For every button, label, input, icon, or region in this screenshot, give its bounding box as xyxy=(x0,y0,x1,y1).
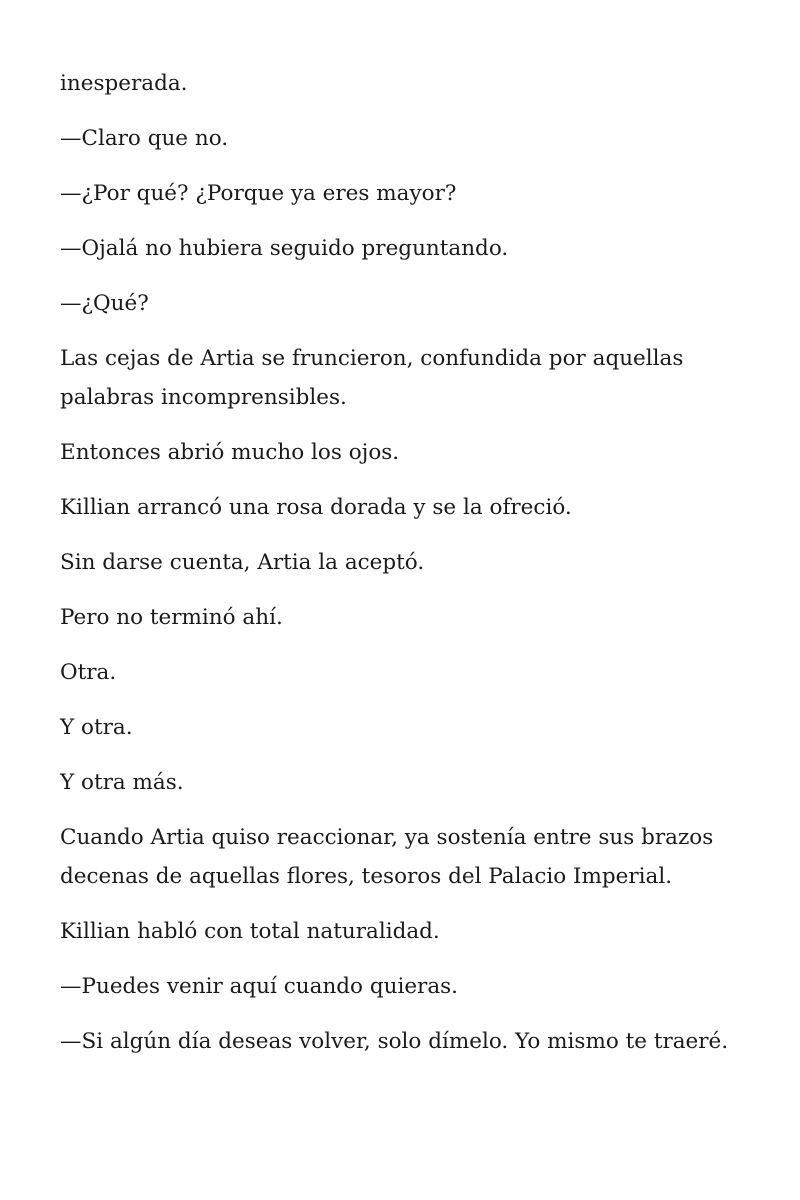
paragraph: —Ojalá no hubiera seguido preguntando. xyxy=(60,236,509,261)
paragraph: Cuando Artia quiso reaccionar, ya sostenía entre sus brazos decenas de aquellas flores, tesoros del Palacio Imperial. xyxy=(60,825,714,889)
paragraph: —Puedes venir aquí cuando quieras. xyxy=(60,974,459,999)
paragraph: Otra. xyxy=(60,660,117,685)
paragraph: Y otra. xyxy=(60,715,133,740)
paragraph: inesperada. xyxy=(60,71,188,96)
paragraph: Sin darse cuenta, Artia la aceptó. xyxy=(60,550,425,575)
paragraph: —¿Por qué? ¿Porque ya eres mayor? xyxy=(60,181,457,206)
paragraph: Entonces abrió mucho los ojos. xyxy=(60,440,400,465)
paragraph: —¿Qué? xyxy=(60,291,149,316)
paragraph: Las cejas de Artia se fruncieron, confundida por aquellas palabras incomprensibles. xyxy=(60,346,684,410)
paragraph: —Claro que no. xyxy=(60,126,229,151)
paragraph: Killian arrancó una rosa dorada y se la ofreció. xyxy=(60,495,572,520)
paragraph: Y otra más. xyxy=(60,770,184,795)
paragraph: Pero no terminó ahí. xyxy=(60,605,283,630)
paragraph: —Si algún día deseas volver, solo dímelo. Yo mismo te traeré. xyxy=(60,1029,729,1054)
reader-page[interactable] xyxy=(60,64,750,1077)
paragraph: Killian habló con total naturalidad. xyxy=(60,919,440,944)
